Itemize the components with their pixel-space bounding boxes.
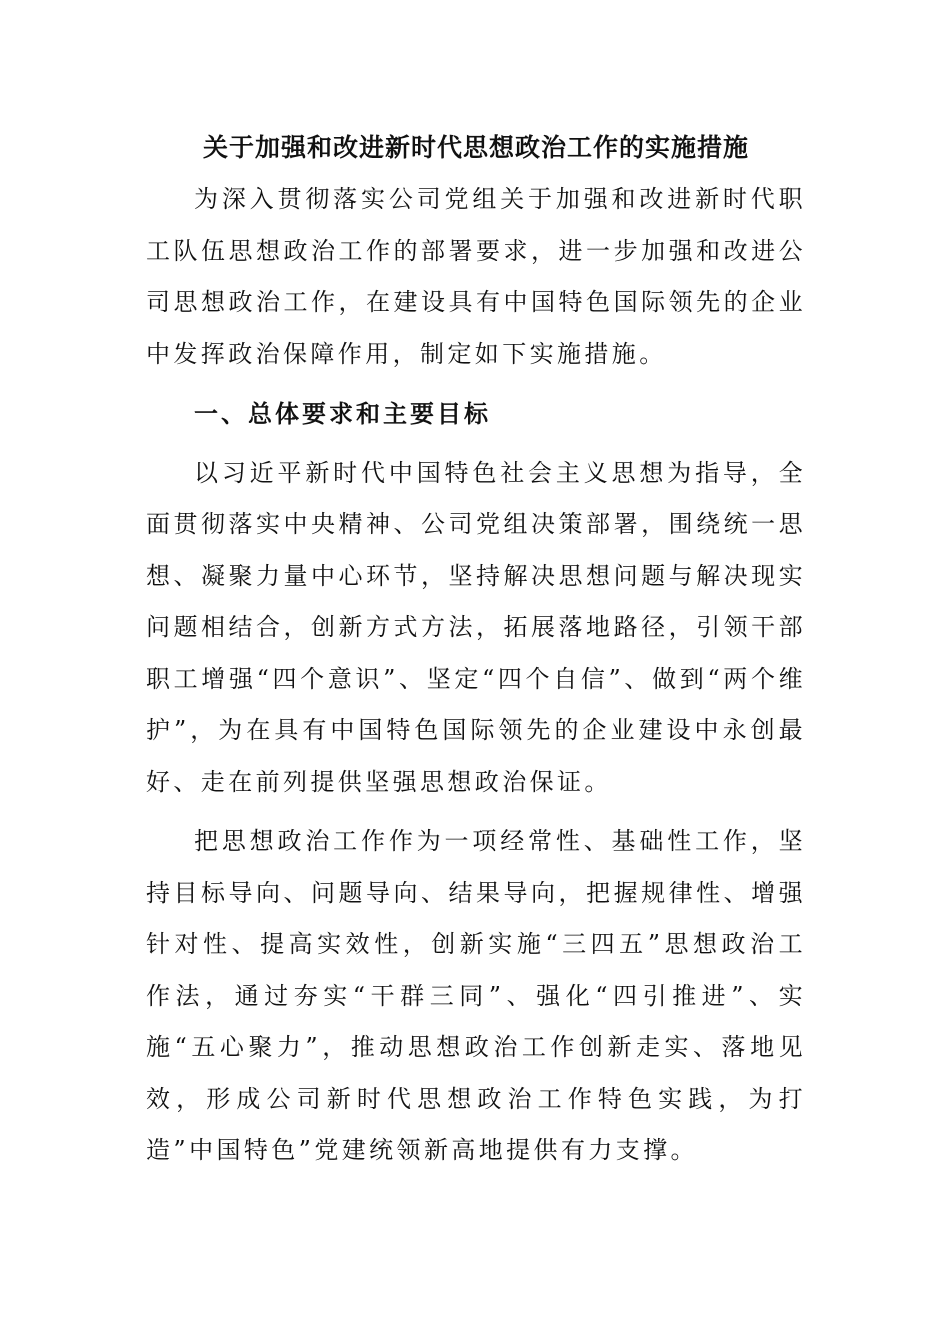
section-heading: 一、总体要求和主要目标 — [194, 399, 491, 428]
document-title: 关于加强和改进新时代思想政治工作的实施措施 — [202, 133, 749, 162]
intro-paragraph: 为深入贯彻落实公司党组关于加强和改进新时代职工队伍思想政治工作的部署要求，进一步加强和改进公司思想政治工作，在建设具有中国特色国际领先的企业中发挥政治保障作用，制定如下实施措施。 — [146, 185, 806, 368]
section-paragraph-1: 以习近平新时代中国特色社会主义思想为指导，全面贯彻落实中央精神、公司党组决策部署，围绕统一思想、凝聚力量中心环节，坚持解决思想问题与解决现实问题相结合，创新方式方法，拓展落地路径，引领干部职工增强“四个意识”、坚定“四个自信”、做到“两个维护”，为在具有中国特色国际领先的企业建设中永创最好、走在前列提供坚强思想政治保证。 — [146, 458, 806, 796]
document-body — [146, 131, 806, 1185]
section-paragraph-2: 把思想政治工作作为一项经常性、基础性工作，坚持目标导向、问题导向、结果导向，把握规律性、增强针对性、提高实效性，创新实施“三四五”思想政治工作法，通过夯实“干群三同”、强化“四引推进”、实施“五心聚力”，推动思想政治工作创新走实、落地见效，形成公司新时代思想政治工作特色实践，为打造”中国特色”党建统领新高地提供有力支撑。 — [146, 827, 806, 1164]
